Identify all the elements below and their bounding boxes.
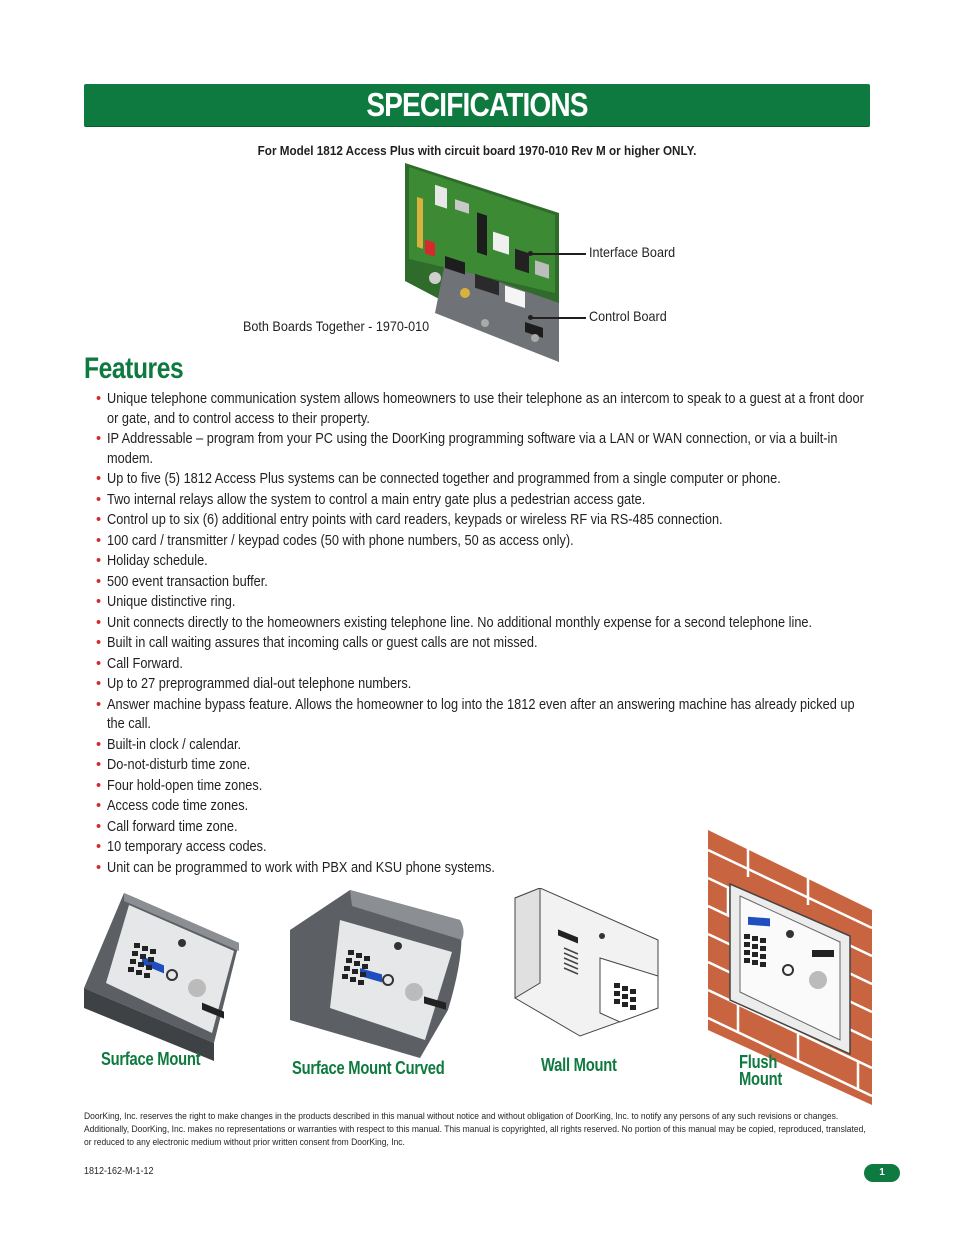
model-note: For Model 1812 Access Plus with circuit board 1970-010 Rev M or higher ONLY. — [257, 143, 697, 158]
specifications-banner — [84, 84, 870, 126]
list-item: • IP Addressable – program from your PC using the DoorKing programming software via a LAN or WAN connection, or via a built-in modem. — [96, 431, 838, 467]
list-item: • Built in call waiting assures that incoming calls or guest calls are not missed. — [96, 635, 538, 651]
list-item: • Control up to six (6) additional entry points with card readers, keypads or wireless RF via RS-485 connection. — [96, 512, 723, 528]
list-item: • 10 temporary access codes. — [96, 839, 267, 855]
interface-board-label: Interface Board — [589, 244, 676, 260]
list-item: • Up to five (5) 1812 Access Plus systems can be connected together and programmed from a single computer or phone. — [96, 471, 781, 487]
document-number: 1812-162-M-1-12 — [84, 1166, 154, 1177]
list-item: • Unique distinctive ring. — [96, 594, 236, 610]
surface-mount-curved-label: Surface Mount Curved — [292, 1058, 445, 1078]
wall-mount-image — [510, 888, 660, 1038]
control-board-label: Control Board — [589, 308, 667, 324]
list-item: • Answer machine bypass feature. Allows the homeowner to log into the 1812 even after an answering machine has already picked up the call. — [96, 696, 855, 732]
list-item: • Access code time zones. — [96, 798, 249, 814]
flush-mount-label: Flush Mount — [739, 1052, 783, 1089]
list-item: • 500 event transaction buffer. — [96, 573, 268, 590]
list-item: • Four hold-open time zones. — [96, 777, 263, 794]
both-boards-label: Both Boards Together - 1970-010 — [243, 318, 430, 334]
page-title: SPECIFICATIONS — [366, 86, 588, 123]
list-item: • Two internal relays allow the system to control a main entry gate plus a pedestrian access gate. — [96, 491, 646, 508]
list-item: • Unit connects directly to the homeowners existing telephone line. No additional monthly expense for a second telephone line. — [96, 614, 813, 631]
list-item: • Unique telephone communication system allows homeowners to use their telephone as an intercom to speak to a guest at a front door or gate, and to control access to their property. — [96, 391, 864, 427]
list-item: • Call Forward. — [96, 655, 183, 672]
list-item: • 100 card / transmitter / keypad codes (50 with phone numbers, 50 as access only). — [96, 532, 574, 549]
control-callout-line — [531, 317, 586, 319]
list-item: • Unit can be programmed to work with PBX and KSU phone systems. — [96, 859, 495, 876]
list-item: • Do-not-disturb time zone. — [96, 757, 251, 773]
features-heading: Features — [84, 352, 184, 385]
disclaimer-text: DoorKing, Inc. reserves the right to make changes in the products described in this manual without notice and without obligation of DoorKing, Inc. to notify any persons of any such revisions or changes. Additionally, DoorKing, Inc. makes no representations or warranties with respect to this manual. This manual is copyrighted, all rights reserved. No portion of this manual may be copied, reproduced, translated, or reduced to any electronic medium without prior written consent from DoorKing, Inc. — [84, 1111, 866, 1148]
flush-mount-image — [708, 830, 872, 1105]
feature-list — [96, 390, 896, 879]
surface-mount-label: Surface Mount — [101, 1049, 201, 1069]
interface-callout-line — [531, 253, 586, 255]
list-item: • Built-in clock / calendar. — [96, 736, 242, 753]
list-item: • Up to 27 preprogrammed dial-out telephone numbers. — [96, 676, 412, 692]
surface-mount-image — [84, 893, 244, 1063]
wall-mount-label: Wall Mount — [541, 1055, 617, 1075]
page-number-badge: 1 — [864, 1164, 900, 1182]
surface-mount-curved-image — [290, 890, 470, 1062]
list-item: • Call forward time zone. — [96, 818, 238, 835]
list-item: • Holiday schedule. — [96, 553, 208, 569]
